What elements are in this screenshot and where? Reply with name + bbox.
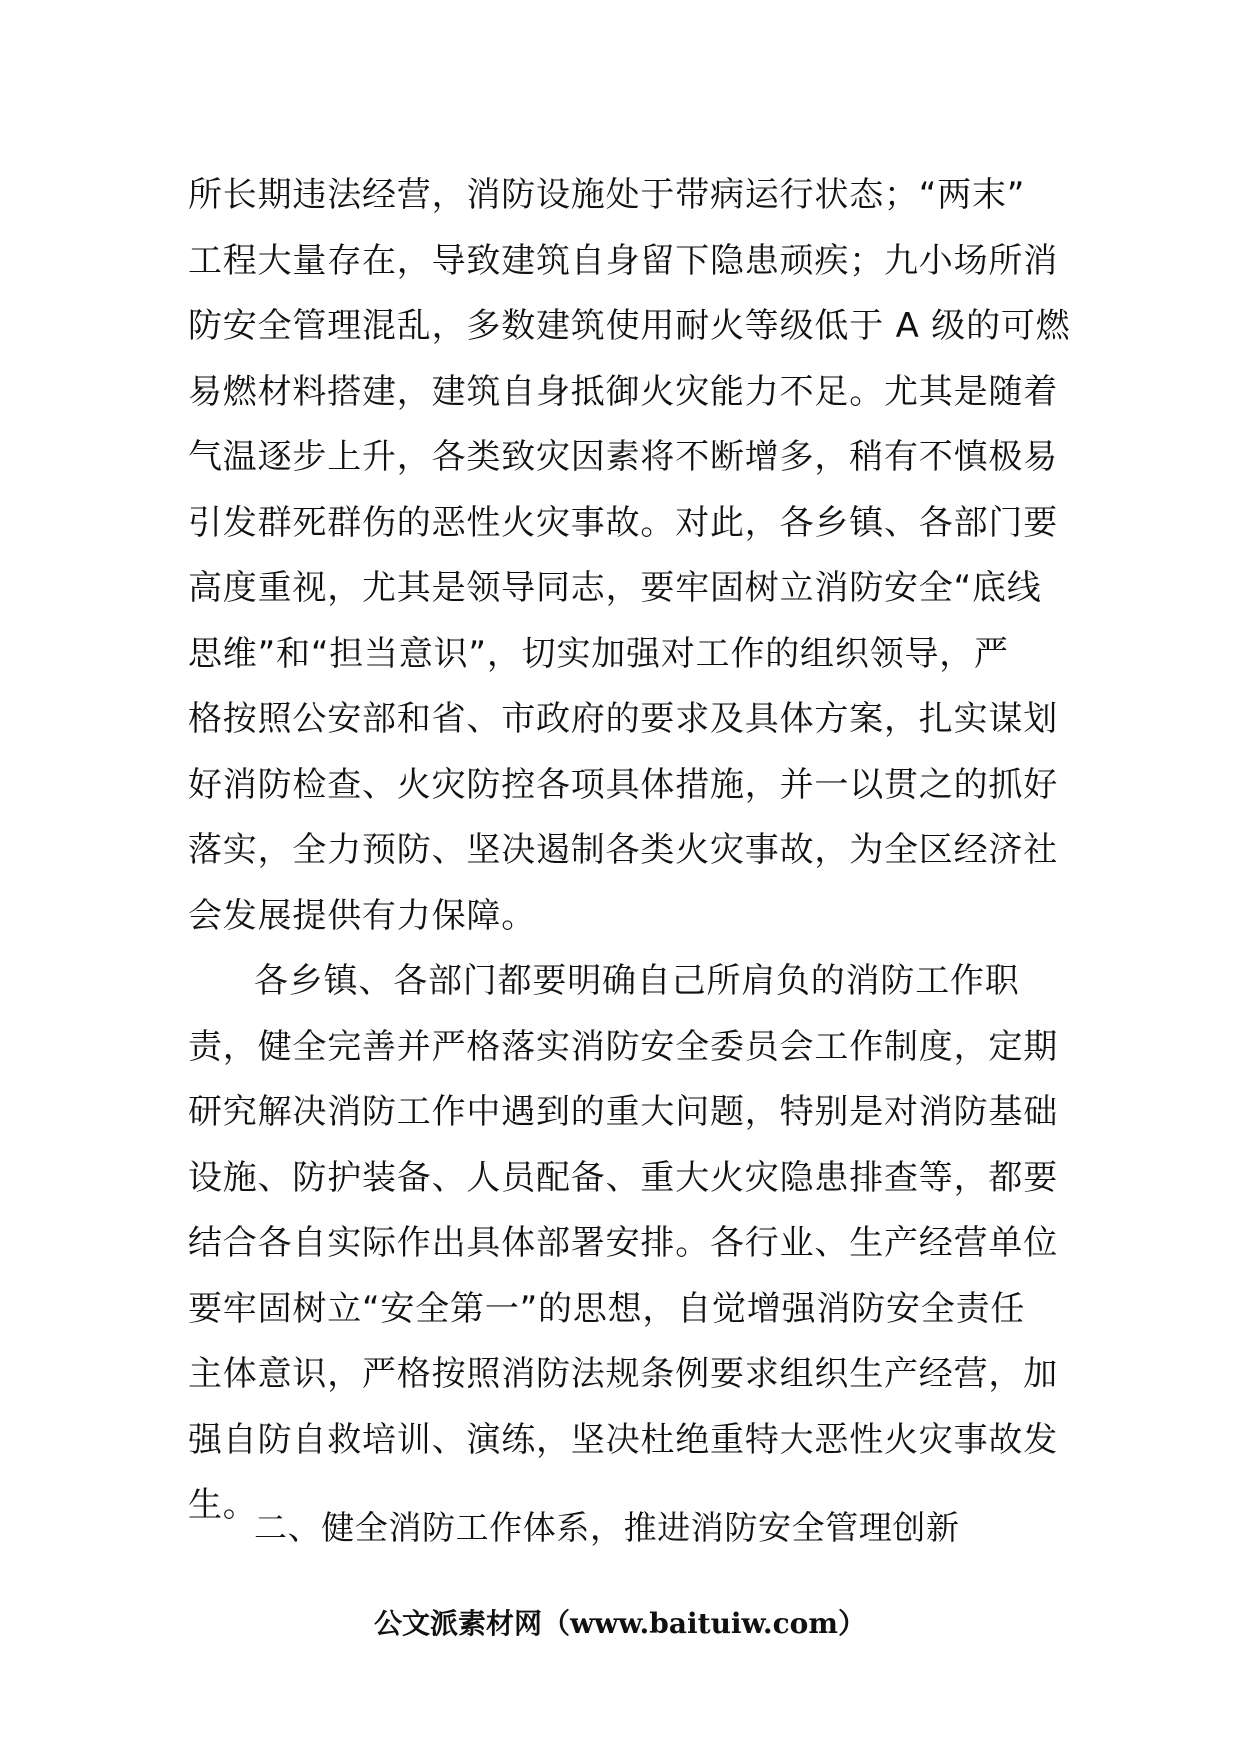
section-heading: 二、健全消防工作体系，推进消防安全管理创新 [254,1508,960,1547]
page-footer: 公文派素材网（www.baituiw.com） [374,1607,866,1640]
paragraph-line: 好消防检查、火灾防控各项具体措施，并一以贯之的抓好 [188,764,1058,805]
paragraph-line: 各乡镇、各部门都要明确自己所肩负的消防工作职 [254,961,1020,1001]
paragraph-line: 主体意识，严格按照消防法规条例要求组织生产经营，加 [188,1354,1058,1394]
paragraph-line: 格按照公安部和省、市政府的要求及具体方案，扎实谋划 [188,699,1058,739]
paragraph-line: 引发群死群伤的恶性火灾事故。对此，各乡镇、各部门要 [188,502,1058,543]
paragraph-line: 要牢固树立“安全第一”的思想，自觉增强消防安全责任 [188,1288,1026,1329]
paragraph-line: 会发展提供有力保障。 [188,895,536,936]
paragraph-1 [188,163,1071,949]
paragraph-2 [188,949,1058,1539]
paragraph-line: 责，健全完善并严格落实消防安全委员会工作制度，定期 [188,1026,1058,1067]
paragraph-line: 研究解决消防工作中遇到的重大问题，特别是对消防基础 [188,1092,1058,1132]
paragraph-line: 气温逐步上升，各类致灾因素将不断增多，稍有不慎极易 [188,437,1058,477]
paragraph-line: 落实，全力预防、坚决遏制各类火灾事故，为全区经济社 [188,830,1058,870]
paragraph-line: 易燃材料搭建，建筑自身抵御火灾能力不足。尤其是随着 [188,371,1058,412]
paragraph-line: 生。 [188,1485,258,1525]
paragraph-line: 防安全管理混乱，多数建筑使用耐火等级低于 A 级的可燃 [188,306,1071,346]
paragraph-line: 设施、防护装备、人员配备、重大火灾隐患排查等，都要 [188,1157,1058,1198]
document-body [188,163,1071,1539]
paragraph-line: 结合各自实际作出具体部署安排。各行业、生产经营单位 [188,1223,1058,1263]
paragraph-line: 思维”和“担当意识”，切实加强对工作的组织领导，严 [188,633,1009,674]
paragraph-line: 强自防自救培训、演练，坚决杜绝重特大恶性火灾事故发 [188,1419,1058,1460]
paragraph-line: 工程大量存在，导致建筑自身留下隐患顽疾；九小场所消 [188,240,1058,281]
paragraph-line: 高度重视，尤其是领导同志，要牢固树立消防安全“底线 [188,568,1042,608]
paragraph-line: 所长期违法经营，消防设施处于带病运行状态；“两末” [188,175,1026,215]
